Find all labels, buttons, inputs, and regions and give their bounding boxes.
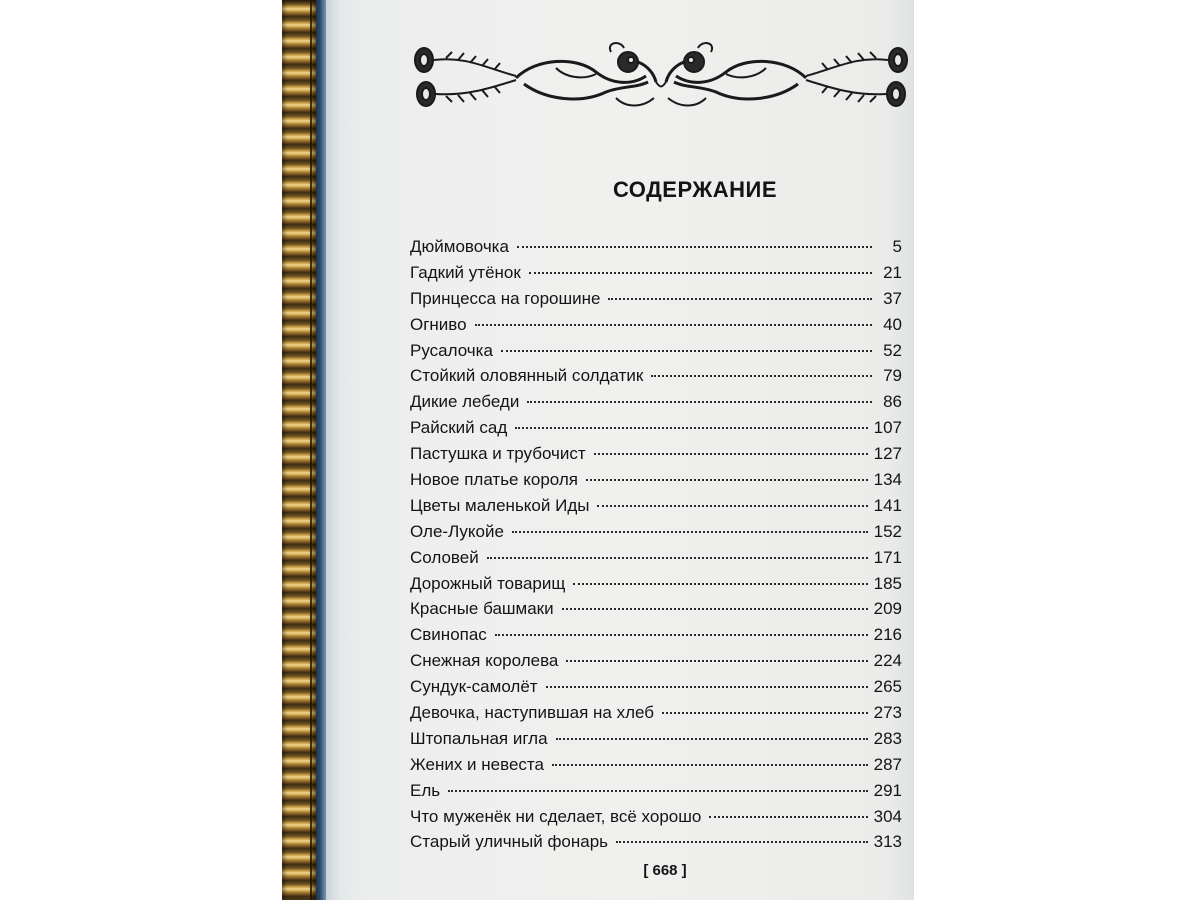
toc-leader-dots [651, 375, 872, 377]
toc-entry-page: 127 [873, 444, 902, 464]
peacock-birds-ornament-icon [406, 38, 916, 118]
toc-entry [410, 418, 902, 444]
toc-leader-dots [448, 790, 868, 792]
toc-entry-title: Стойкий оловянный солдатик [410, 366, 644, 386]
toc-entry [410, 651, 902, 677]
cover-inner-edge [316, 0, 326, 900]
toc-entry-page: 40 [883, 314, 902, 334]
toc-entry [410, 470, 902, 496]
toc-leader-dots [586, 479, 868, 481]
toc-leader-dots [512, 531, 868, 533]
toc-entry-page: 287 [873, 754, 902, 774]
toc-leader-dots [597, 505, 867, 507]
toc-entry [410, 574, 902, 600]
toc-leader-dots [709, 816, 867, 818]
toc-leader-dots [616, 841, 868, 843]
toc-leader-dots [487, 557, 868, 559]
toc-entry-title: Соловей [410, 547, 479, 567]
toc-entry-page: 224 [873, 651, 902, 671]
toc-leader-dots [527, 401, 872, 403]
toc-entry-page: 86 [883, 392, 902, 412]
toc-entry-page: 185 [873, 573, 902, 593]
toc-entry [410, 548, 902, 574]
toc-entry [410, 289, 902, 315]
toc-entry-page: 134 [873, 470, 902, 490]
toc-entry-title: Дюймовочка [410, 237, 509, 256]
toc-leader-dots [573, 583, 867, 585]
toc-entry-title: Снежная королева [410, 651, 559, 671]
toc-entry-title: Огниво [410, 314, 467, 334]
toc-leader-dots [495, 634, 868, 636]
toc-entry-page: 37 [883, 288, 902, 308]
toc-entry [410, 392, 902, 418]
toc-entry [410, 599, 902, 625]
toc-entry-title: Свинопас [410, 625, 487, 645]
toc-entry-page: 107 [873, 418, 902, 438]
toc-entry [410, 807, 902, 833]
toc-entry-title: Оле-Лукойе [410, 521, 504, 541]
toc-entry-title: Райский сад [410, 418, 508, 438]
toc-entry-page: 52 [883, 340, 902, 360]
toc-entry-title: Девочка, наступившая на хлеб [410, 703, 655, 723]
toc-leader-dots [562, 608, 868, 610]
toc-leader-dots [566, 660, 867, 662]
toc-entry [410, 677, 902, 703]
toc-leader-dots [556, 738, 868, 740]
page-number: [ 668 ] [643, 862, 687, 879]
toc-entry-page: 313 [873, 832, 902, 852]
toc-entry [410, 703, 902, 729]
background-right [914, 0, 1200, 900]
toc-leader-dots [515, 427, 867, 429]
toc-leader-dots [501, 350, 872, 352]
toc-entry [410, 237, 902, 263]
toc-entry-title: Принцесса на горошине [410, 288, 601, 308]
toc-entry [410, 444, 902, 470]
toc-entry [410, 341, 902, 367]
toc-leader-dots [662, 712, 868, 714]
toc-entry-title: Сундук-самолёт [410, 677, 538, 697]
toc-entry-page: 265 [873, 677, 902, 697]
toc-leader-dots [594, 453, 868, 455]
page-title: СОДЕРЖАНИЕ [612, 177, 778, 202]
toc-entry-title: Русалочка [410, 340, 493, 360]
toc-entry [410, 263, 902, 289]
toc-leader-dots [517, 246, 872, 248]
toc-entry [410, 729, 902, 755]
toc-entry [410, 315, 902, 341]
toc-entry-title: Что муженёк ни сделает, всё хорошо [410, 806, 702, 826]
toc-entry-page: 141 [873, 495, 902, 515]
toc-entry-title: Жених и невеста [410, 754, 544, 774]
toc-leader-dots [546, 686, 868, 688]
toc-leader-dots [552, 764, 868, 766]
table-of-contents [410, 237, 902, 858]
toc-entry [410, 755, 902, 781]
toc-entry-title: Пастушка и трубочист [410, 444, 586, 464]
toc-entry-title: Новое платье короля [410, 470, 578, 490]
toc-entry-title: Старый уличный фонарь [410, 832, 609, 852]
toc-entry-page: 152 [873, 521, 902, 541]
toc-entry-title: Ель [410, 780, 441, 800]
toc-entry-page: 79 [883, 366, 902, 386]
toc-entry [410, 496, 902, 522]
toc-entry [410, 522, 902, 548]
toc-entry-title: Гадкий утёнок [410, 262, 521, 282]
toc-entry-page: 21 [883, 262, 902, 282]
toc-entry-page: 273 [873, 703, 902, 723]
toc-entry [410, 781, 902, 807]
toc-entry [410, 832, 902, 858]
toc-entry-page: 209 [873, 599, 902, 619]
toc-entry-title: Дикие лебеди [410, 392, 520, 412]
toc-leader-dots [475, 324, 872, 326]
toc-entry [410, 366, 902, 392]
toc-leader-dots [529, 272, 872, 274]
toc-entry-page: 304 [873, 806, 902, 826]
toc-leader-dots [608, 298, 872, 300]
toc-entry-page: 5 [892, 237, 902, 256]
toc-entry-title: Красные башмаки [410, 599, 554, 619]
toc-entry-page: 291 [873, 780, 902, 800]
toc-entry-title: Штопальная игла [410, 728, 548, 748]
book-page [326, 0, 914, 900]
toc-entry-page: 216 [873, 625, 902, 645]
toc-entry [410, 625, 902, 651]
toc-entry-page: 283 [873, 728, 902, 748]
toc-entry-title: Дорожный товарищ [410, 573, 566, 593]
gilded-cover-edge [282, 0, 316, 900]
toc-entry-page: 171 [873, 547, 902, 567]
toc-entry-title: Цветы маленькой Иды [410, 495, 590, 515]
